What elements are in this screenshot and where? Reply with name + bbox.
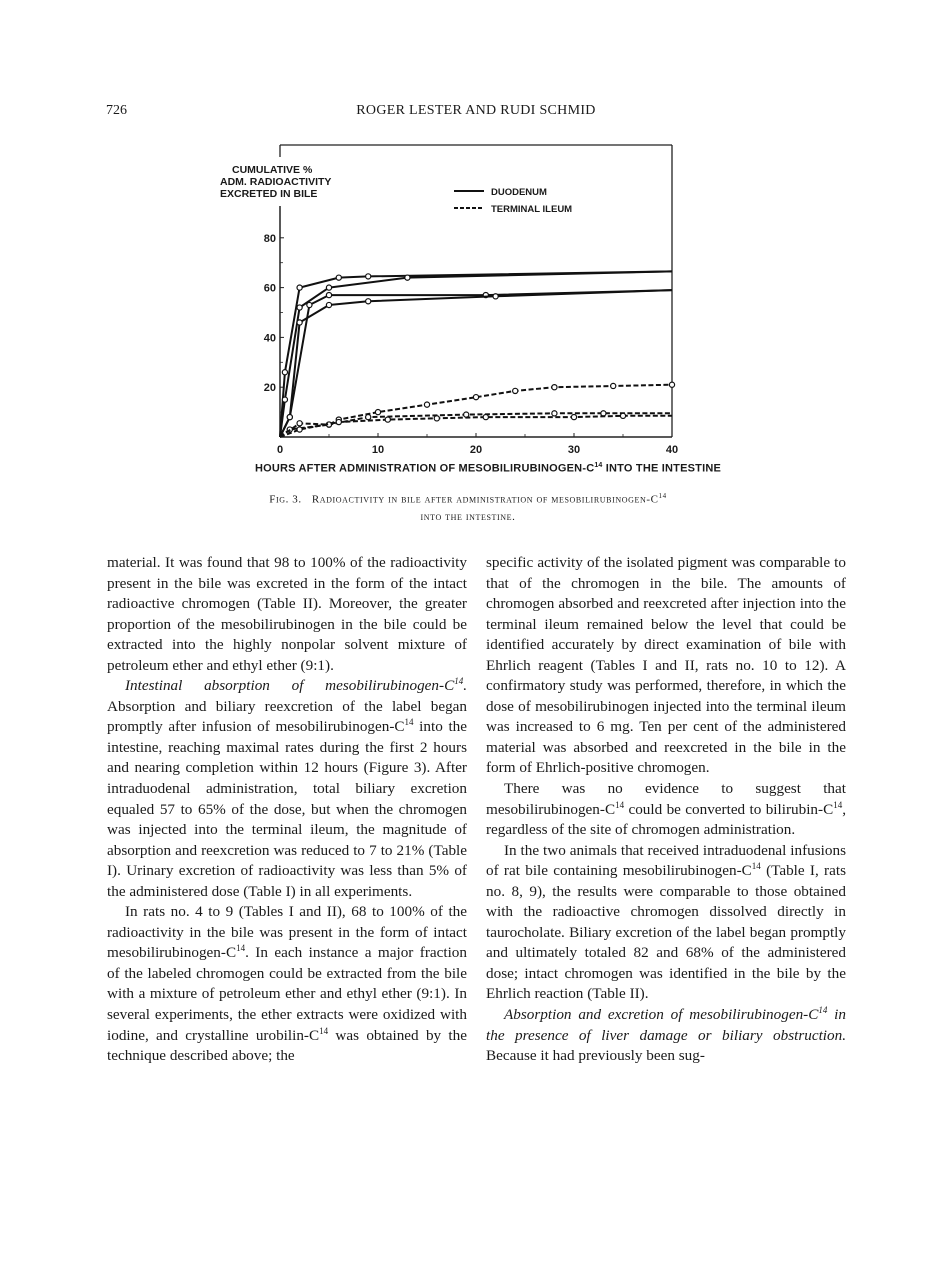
x-tick-label: 20 [469, 444, 483, 456]
paragraph: There was no evidence to suggest that mesobilirubinogen-$C^{14}$ could be converted to bilirubin-$C^{14}$, regardless of the site of chromogen administration. [486, 780, 846, 839]
data-point-marker [326, 302, 331, 307]
data-point-marker [297, 427, 302, 432]
data-point-marker [307, 302, 312, 307]
data-point-marker [669, 382, 674, 387]
data-point-marker [405, 275, 410, 280]
x-tick-label: 40 [665, 444, 679, 456]
data-point-marker [366, 274, 371, 279]
data-point-marker [297, 421, 302, 426]
text-column-left [107, 553, 467, 1067]
data-point-marker [326, 285, 331, 290]
data-point-marker [282, 397, 287, 402]
data-point-marker [571, 414, 576, 419]
legend-label: TERMINAL ILEUM [491, 204, 573, 215]
paragraph: Intestinal absorption of mesobilirubinogen-$C^{14}$. Absorption and biliary reexcretion of the label began promptly after infusion of mesobilirubinogen-$C^{14}$ into the intestine, reaching maximal rates during the first 2 hours and nearing completion within 12 hours (Figure 3). After intraduodenal administration, total biliary excretion equaled 57 to 65% of the dose, but when the chromogen was injected into the terminal ileum, the magnitude of absorption and reexcretion was reduced to 7 to 21% (Table I). Urinary excretion of radioactivity was less than 5% of the administered dose (Table I) in all experiments. [107, 676, 467, 900]
data-point-marker [513, 388, 518, 393]
data-point-marker [552, 411, 557, 416]
figure-caption-text: Radioactivity in bile after administration of mesobilirubinogen-C [311, 493, 659, 506]
data-point-marker [611, 383, 616, 388]
data-point-marker [297, 285, 302, 290]
x-tick-label: 0 [276, 444, 284, 456]
paragraph: In rats no. 4 to 9 (Tables I and II), 68 to 100% of the radioactivity in the bile was present in the form of intact mesobilirubinogen-$C^{14}$. In each instance a major fraction of the labeled chromogen could be extracted from the bile with a mixture of petroleum ether and ethyl ether (9:1). In several experiments, the ether extracts were oxidized with iodine, and crystalline urobilin-$C^{14}$ was obtained by the technique described above; the [107, 903, 467, 1065]
legend-label: DUODENUM [491, 187, 547, 198]
y-tick-label: 60 [263, 282, 276, 295]
data-point-marker [366, 299, 371, 304]
paragraph: Absorption and excretion of mesobilirubinogen-$C^{14}$ in the presence of liver damage or biliary obstruction. Because it had previously been sug- [486, 1004, 846, 1065]
figure-3 [210, 140, 750, 490]
running-head [106, 103, 846, 123]
data-point-marker [326, 292, 331, 297]
data-point-marker [385, 417, 390, 422]
data-point-marker [473, 395, 478, 400]
page-number: 726 [106, 103, 127, 118]
data-point-marker [336, 419, 341, 424]
data-point-marker [601, 411, 606, 416]
data-point-marker [620, 413, 625, 418]
x-tick-label: 30 [567, 444, 581, 456]
y-axis-title-line: ADM. RADIOACTIVITY [220, 176, 332, 188]
x-tick-label: 10 [371, 444, 385, 456]
paragraph: material. It was found that 98 to 100% of the radioactivity present in the bile was excreted in the form of the intact radioactive chromogen (Table II). Moreover, the greater proportion of the mesobilirubinogen in the bile could be extracted into the highly nonpolar solvent mixture of petroleum ether and ethyl ether (9:1). [107, 554, 467, 674]
data-point-marker [483, 414, 488, 419]
running-head-authors: ROGER LESTER AND RUDI SCHMID [356, 103, 596, 118]
figure-caption: Fig. 3. Radioactivity in bile after administration of mesobilirubinogen-$C^{14}$ into the intestine. [269, 492, 667, 523]
duodenum-line [280, 290, 672, 437]
figure-caption-line2: into the intestine. [420, 510, 516, 523]
paragraph: specific activity of the isolated pigment was comparable to that of the chromogen in the bile. The amounts of chromogen absorbed and reexcreted after injection into the terminal ileum remained below the level that could be identified accurately by direct examination of bile with Ehrlich reagent (Tables I and II, rats no. 10 to 12). A confirmatory study was performed, therefore, in which the dose of mesobilirubinogen injected into the terminal ileum was increased to 6 mg. Ten per cent of the administered material was absorbed and reexcreted in the bile in the form of Ehrlich-positive chromogen. [486, 554, 846, 777]
data-point-marker [434, 416, 439, 421]
section-heading: Intestinal absorption of mesobilirubinogen-$C^{14}$. [125, 676, 467, 695]
terminal-ileum-line [280, 385, 672, 437]
text-column-right [486, 553, 846, 1067]
data-point-marker [282, 370, 287, 375]
line-chart [210, 140, 750, 490]
data-point-marker [493, 294, 498, 299]
section-heading: Absorption and excretion of mesobilirubinogen-$C^{14}$ in the presence of liver damage or biliary obstruction. [486, 1004, 846, 1044]
y-axis-title-line: EXCRETED IN BILE [220, 188, 318, 200]
duodenum-line [280, 290, 672, 437]
y-tick-label: 40 [263, 332, 276, 345]
data-point-marker [287, 414, 292, 419]
data-point-marker [375, 410, 380, 415]
y-tick-label: 80 [263, 232, 276, 245]
data-point-marker [424, 402, 429, 407]
data-point-marker [464, 412, 469, 417]
data-point-marker [366, 414, 371, 419]
data-point-marker [336, 275, 341, 280]
data-point-marker [297, 305, 302, 310]
y-axis-title-line: CUMULATIVE % [232, 164, 313, 176]
paragraph: In the two animals that received intraduodenal infusions of rat bile containing mesobilirubinogen-$C^{14}$ (Table I, rats no. 8, 9), the results were comparable to those obtained with the radioactive chromogen dissolved directly in taurocholate. Biliary excretion of the label began promptly and ultimately totaled 82 and 68% of the administered dose; intact chromogen was identified in the bile by the Ehrlich reaction (Table II). [486, 841, 846, 1003]
x-axis-label: HOURS AFTER ADMINISTRATION OF MESOBILIRUBINOGEN-$C^{14}$ INTO THE INTESTINE [254, 462, 722, 475]
data-point-marker [552, 385, 557, 390]
data-point-marker [297, 320, 302, 325]
figure-caption-label: Fig. 3. [269, 493, 302, 506]
y-tick-label: 20 [263, 382, 276, 395]
